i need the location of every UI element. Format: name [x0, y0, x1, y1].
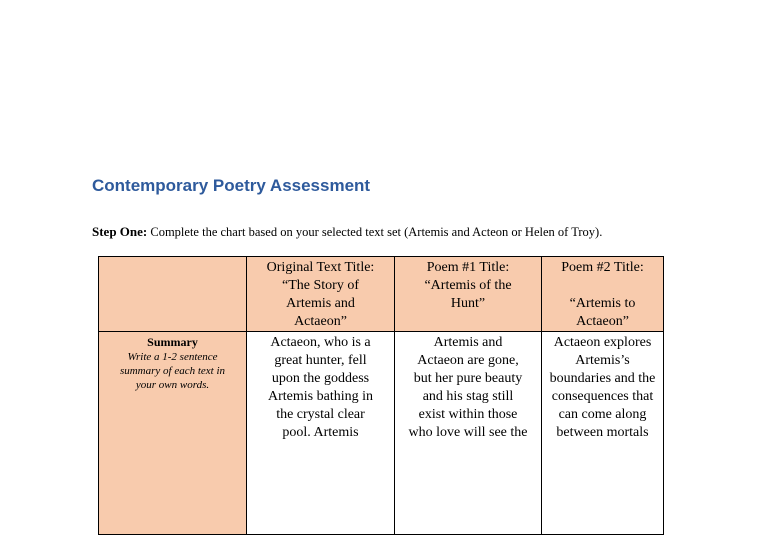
cell-line: Artemis and — [433, 335, 503, 350]
cell-line: upon the goddess — [271, 371, 370, 386]
header-line: “The Story of — [282, 278, 359, 293]
header-original-text — [247, 257, 395, 332]
header-line: Poem #2 Title: — [561, 260, 644, 275]
header-poem-1 — [395, 257, 542, 332]
cell-line: Artemis’s — [575, 353, 630, 368]
cell-line: and his stag still — [422, 389, 514, 404]
cell-line: great hunter, fell — [274, 353, 367, 368]
header-line: Poem #1 Title: — [426, 260, 510, 275]
cell-line: consequences that — [551, 389, 654, 404]
header-blank-line — [546, 277, 659, 295]
cell-line: Actaeon are gone, — [417, 353, 519, 368]
header-empty-cell — [99, 257, 247, 332]
summary-label-cell — [99, 332, 247, 535]
header-line: Actaeon” — [576, 314, 629, 329]
header-line: Actaeon” — [294, 314, 347, 329]
header-line: “Artemis to — [569, 296, 636, 311]
summary-label: Summary — [147, 335, 198, 349]
cell-line: Artemis bathing in — [268, 389, 373, 404]
step-one-instruction — [92, 224, 602, 240]
header-line: Original Text Title: — [266, 260, 375, 275]
cell-line: boundaries and the — [549, 371, 656, 386]
summary-poem-2-cell[interactable] — [542, 332, 664, 535]
cell-line: the crystal clear — [276, 407, 365, 422]
cell-line: between mortals — [556, 425, 649, 440]
cell-line: but her pure beauty — [413, 371, 523, 386]
summary-original-text-cell[interactable] — [247, 332, 395, 535]
cell-line: can come along — [558, 407, 647, 422]
assessment-chart — [98, 256, 664, 535]
header-line: Artemis and — [286, 296, 355, 311]
step-label: Step One: — [92, 224, 148, 239]
header-poem-2 — [542, 257, 664, 332]
cell-line: who love will see the — [408, 425, 528, 440]
summary-instruction-line: summary of each text in — [119, 365, 226, 377]
cell-line: exist within those — [418, 407, 518, 422]
chart-header-row — [99, 257, 664, 332]
cell-line: pool. Artemis — [282, 425, 359, 440]
step-text: Complete the chart based on your selected text set (Artemis and Acteon or Helen of Troy). — [147, 225, 603, 239]
summary-instruction-line: your own words. — [135, 379, 210, 391]
cell-line: Actaeon, who is a — [270, 335, 371, 350]
header-line: “Artemis of the — [424, 278, 512, 293]
summary-row — [99, 332, 664, 535]
cell-line: Actaeon explores — [553, 335, 652, 350]
summary-instruction-line: Write a 1-2 sentence — [127, 351, 218, 363]
header-line: Hunt” — [450, 296, 486, 311]
summary-poem-1-cell[interactable] — [395, 332, 542, 535]
page-title: Contemporary Poetry Assessment — [92, 176, 371, 195]
